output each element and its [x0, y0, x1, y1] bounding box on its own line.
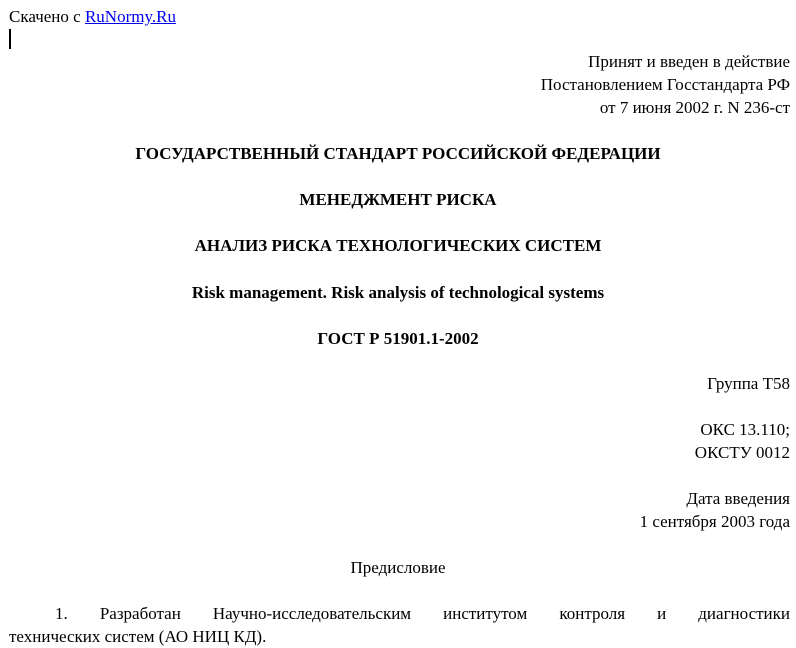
- foreword-item-1-line-2: технических систем (АО НИЦ КД).: [9, 627, 267, 646]
- effective-date-block: [640, 487, 790, 533]
- group-code: Группа Т58: [707, 374, 790, 393]
- okstu-code: ОКСТУ 0012: [694, 443, 790, 462]
- foreword-item-1-line-1: 1. Разработан Научно-исследовательским институтом контроля и диагностики: [55, 604, 790, 623]
- classification-codes: [695, 418, 790, 464]
- source-prefix: Скачено с: [9, 7, 81, 26]
- source-note: [9, 5, 176, 28]
- effective-date-value: 1 сентября 2003 года: [639, 512, 790, 531]
- approval-line-2: Постановлением Госстандарта РФ: [540, 75, 790, 94]
- subject-heading: МЕНЕДЖМЕНТ РИСКА: [299, 190, 497, 209]
- title-russian: АНАЛИЗ РИСКА ТЕХНОЛОГИЧЕСКИХ СИСТЕМ: [194, 236, 602, 255]
- standard-designation: ГОСТ Р 51901.1-2002: [317, 329, 479, 348]
- text-cursor: [9, 29, 11, 49]
- approval-line-1: Принят и введен в действие: [588, 52, 790, 71]
- title-english: Risk management. Risk analysis of technological systems: [191, 283, 605, 302]
- state-standard-heading: ГОСУДАРСТВЕННЫЙ СТАНДАРТ РОССИЙСКОЙ ФЕДЕРАЦИИ: [135, 144, 661, 163]
- effective-date-label: Дата введения: [686, 489, 790, 508]
- approval-block: [541, 50, 790, 119]
- foreword-heading: Предисловие: [350, 558, 446, 577]
- foreword-paragraph-1: [9, 602, 790, 648]
- approval-line-3: от 7 июня 2002 г. N 236-ст: [599, 98, 790, 117]
- oks-code: ОКС 13.110;: [700, 420, 790, 439]
- source-link[interactable]: RuNormy.Ru: [84, 7, 176, 26]
